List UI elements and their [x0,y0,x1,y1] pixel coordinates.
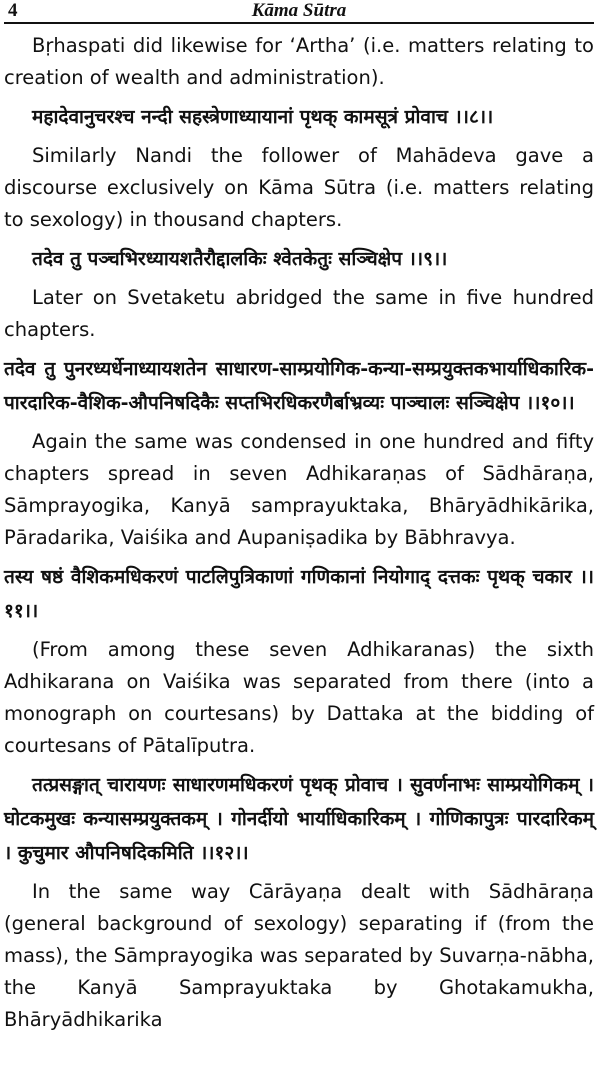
page-header [4,0,594,24]
translation-paragraph: Bṛhaspati did likewise for ‘Artha’ (i.e. matters relating to creation of wealth and administration). [4,34,594,89]
sanskrit-verse: तत्प्रसङ्गात् चारायणः साधारणमधिकरणं पृथक् प्रोवाच । सुवर्णनाभः साम्प्रयोगिकम् । घोटकमुखः कन्यासम्प्रयुक्तकम् । गोनर्दीयो भार्याधिकारिकम् । गोणिकापुत्रः पारदारिकम् । कुचुमार औपनिषदिकमिति ।।१२।। [4,774,594,864]
translation-paragraph: (From among these seven Adhikaranas) the sixth Adhikarana on Vaiśika was separated from there (into a monograph on courtesans) by Dattaka at the bidding of courtesans of Pātalīputra. [4,638,594,757]
sanskrit-verse: तस्य षष्ठं वैशिकमधिकरणं पाटलिपुत्रिकाणां गणिकानां नियोगाद् दत्तकः पृथक् चकार ।।११।। [4,566,594,622]
translation-paragraph: In the same way Cārāyaṇa dealt with Sādhāraṇa (general background of sexology) separating if (from the mass), the Sāmprayogika was separated by Suvarṇa-nābha, the Kanyā Samprayuktaka by Ghotakamukha, Bhāryādhikarika [4,880,594,1031]
translation-paragraph: Similarly Nandi the follower of Mahādeva gave a discourse exclusively on Kāma Sūtra (i.e. matters relating to sexology) in thousand chapters. [4,144,594,231]
translation-paragraph: Again the same was condensed in one hundred and fifty chapters spread in seven Adhikaraṇas of Sādhāraṇa, Sāmprayogika, Kanyā samprayuktaka, Bhāryādhikārika, Pāradarika, Vaiśika and Aupaniṣadika by Bābhravya. [4,430,594,549]
translation-paragraph: Later on Svetaketu abridged the same in five hundred chapters. [4,286,594,341]
running-title: Kāma Sūtra [251,0,347,21]
sanskrit-verse: तदेव तु पुनरध्यर्धेनाध्यायशतेन साधारण-साम्प्रयोगिक-कन्या-सम्प्रयुक्तकभार्याधिकारिक-पारदारिक-वैशिक-औपनिषदिकैः सप्तभिरधिकरणैर्बाभ्रव्यः पाञ्चालः सञ्चिक्षेप ।।१०।। [4,358,594,414]
sanskrit-verse: महादेवानुचरश्च नन्दी सहस्त्रेणाध्यायानां पृथक् कामसूत्रं प्रोवाच ।।८।। [32,106,494,128]
page-number: 4 [8,0,18,21]
sanskrit-verse: तदेव तु पञ्चभिरध्यायशतैरौद्दालकिः श्वेतकेतुः सञ्चिक्षेप ।।९।। [32,248,448,270]
